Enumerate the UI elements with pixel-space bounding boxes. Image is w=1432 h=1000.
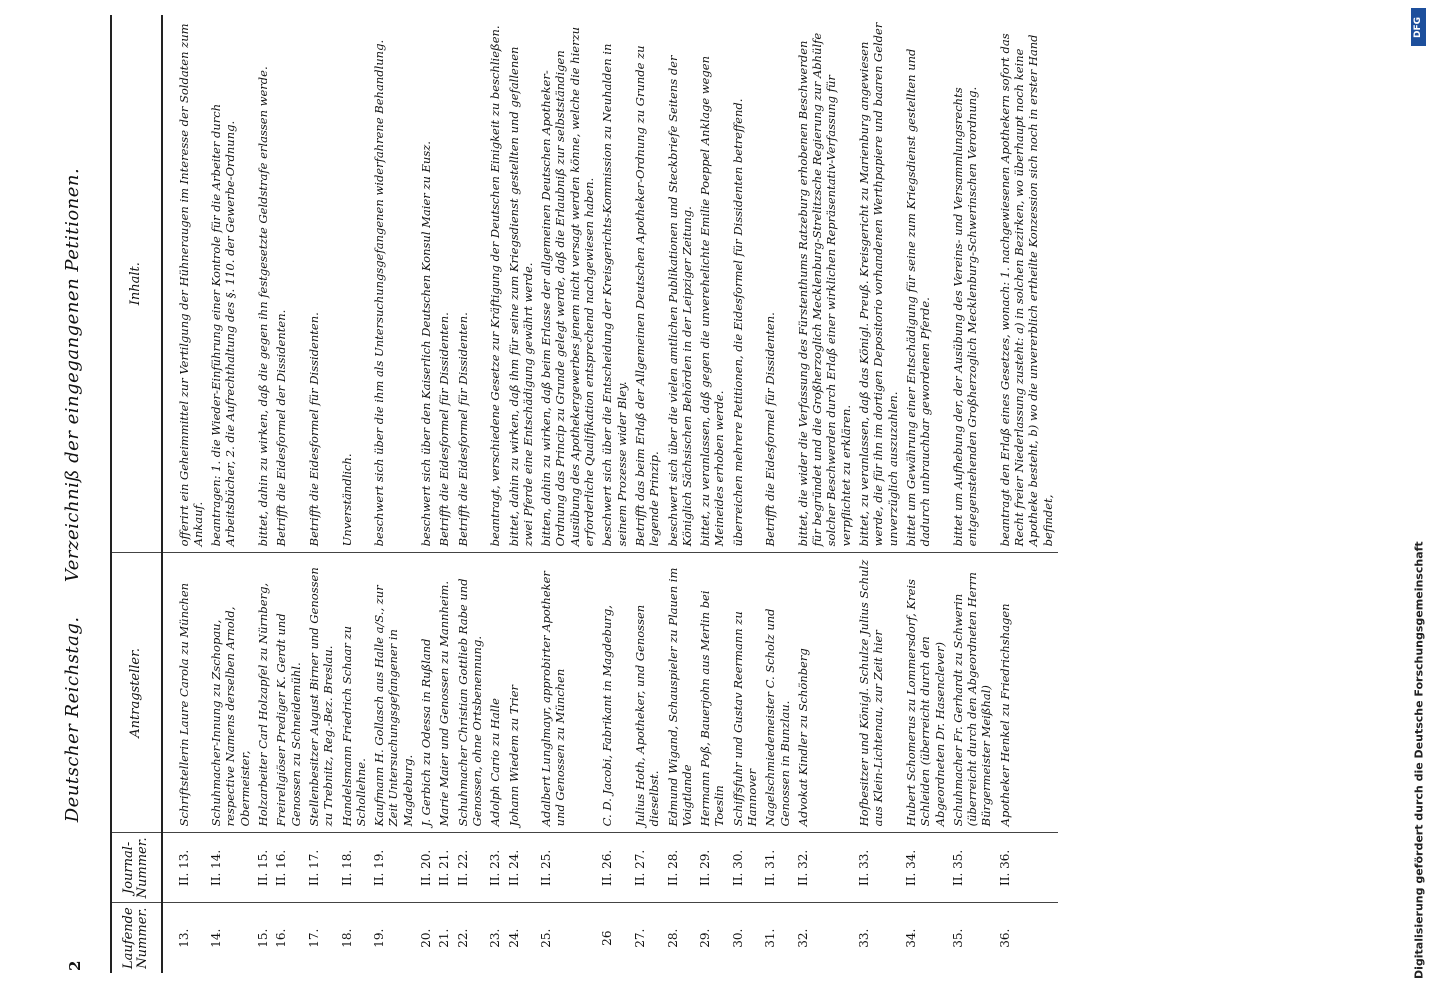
row-antragsteller: Hermann Poß, Bauerjohn aus Merlin bei Toeslin [697, 553, 730, 833]
petitions-table [110, 15, 1058, 973]
row-inhalt: bittet, zu veranlassen, daß das Königl. Preuß. Kreisgericht zu Marienburg angewiesen werde, die für ihn im dortigen Depositorio vorhandenen Werthpapiere und baaren Gelder unverzüglich auszuzahlen. [856, 15, 903, 553]
table-row [455, 15, 488, 973]
row-journal-nummer: II. 34. [903, 833, 950, 903]
row-journal-nummer: II. 32. [795, 833, 856, 903]
row-laufende-nummer: 29. [698, 928, 713, 948]
row-inhalt: bittet, dahin zu wirken, daß die gegen ihn festgesetzte Geldstrafe erlassen werde. [255, 15, 273, 553]
row-antragsteller: Schuhmacher Fr. Gerhardt zu Schwerin (überreicht durch den Abgeordneten Herrn Bürgermeister Meißhal) [950, 553, 997, 833]
dfg-credit [1410, 8, 1428, 992]
table-row [538, 15, 599, 973]
row-inhalt: Betrifft die Eidesformel für Dissidenten. [762, 15, 795, 553]
row-laufende-nummer: 16. [274, 928, 289, 948]
row-journal-nummer: II. 19. [371, 833, 418, 903]
row-journal-nummer: II. 33. [856, 833, 903, 903]
table-row [487, 15, 505, 973]
row-journal-nummer: II. 13. [162, 833, 209, 903]
row-antragsteller: Hofbesitzer und Königl. Schulze Julius Schulz aus Klein-Lichtenau, zur Zeit hier [856, 553, 903, 833]
table-row [665, 15, 698, 973]
row-journal-nummer: II. 15. [255, 833, 273, 903]
row-antragsteller: C. D. Jacobi, Fabrikant in Magdeburg, [599, 553, 632, 833]
row-journal-nummer: II. 22. [455, 833, 488, 903]
table-row [697, 15, 730, 973]
row-inhalt: offerirt ein Geheimmittel zur Vertilgung der Hühneraugen im Interesse der Soldaten zum Ankauf. [162, 15, 209, 553]
row-journal-nummer: II. 18. [339, 833, 372, 903]
row-laufende-nummer: 22. [455, 928, 470, 948]
row-inhalt: überreichen mehrere Petitionen, die Eidesformel für Dissidenten betreffend. [730, 15, 763, 553]
rotated-document-page [22, 15, 1414, 975]
row-antragsteller: Schuhmacher Christian Gottlieb Rabe und Genossen, ohne Ortsbenennung. [455, 553, 488, 833]
row-inhalt: bittet, zu veranlassen, daß gegen die unverehelichte Emilie Poeppel Anklage wegen Meineides erhoben werde. [697, 15, 730, 553]
table-row [856, 15, 903, 973]
row-laufende-nummer: 15. [256, 928, 271, 948]
row-laufende-nummer: 25. [539, 928, 554, 948]
table-row [599, 15, 632, 973]
row-inhalt: bittet um Aufhebung der, der Ausübung des Vereins- und Versammlungsrechts entgegenstehenden Großherzoglich Mecklenburg-Schwerinschen Verordnung. [950, 15, 997, 553]
title-right: Verzeichniß der eingegangenen Petitionen. [62, 167, 83, 583]
page-title [62, 15, 83, 975]
row-inhalt: beschwert sich über die Entscheidung der Kreisgerichts-Kommission zu Neuhalden in seinem Prozesse wider Bley. [599, 15, 632, 553]
title-left: Deutscher Reichstag. [62, 616, 83, 823]
row-journal-nummer: II. 24. [506, 833, 539, 903]
row-laufende-nummer: 23. [488, 928, 503, 948]
table-row [208, 15, 255, 973]
row-antragsteller: J. Gerbich zu Odessa in Rußland [418, 553, 436, 833]
row-antragsteller: Advokat Kindler zu Schönberg [795, 553, 856, 833]
table-row [795, 15, 856, 973]
row-antragsteller: Adolph Cario zu Halle [487, 553, 505, 833]
row-laufende-nummer: 21. [437, 928, 452, 948]
row-inhalt: beantragen: 1. die Wieder-Einführung einer Kontrole für die Arbeiter durch Arbeitsbücher, 2. die Aufrechthaltung des §. 110. der Gewerbe-Ordnung. [208, 15, 255, 553]
row-antragsteller: Julius Hoth, Apotheker, und Genossen dieselbst. [632, 553, 665, 833]
row-antragsteller: Edmund Wigand, Schauspieler zu Plauen im Voigtlande [665, 553, 698, 833]
row-laufende-nummer: 20. [419, 928, 434, 948]
page-number: 2 [66, 960, 84, 971]
row-antragsteller: Freireligiöser Prediger K. Gerdt und Genossen zu Schneidemühl. [273, 553, 306, 833]
row-journal-nummer: II. 26. [599, 833, 632, 903]
col-header-antragsteller: Antragsteller. [111, 553, 162, 833]
row-antragsteller: Schiffsfuhr und Gustav Reermann zu Hannover [730, 553, 763, 833]
row-antragsteller: Handelsmann Friedrich Schaar zu Schollehne. [339, 553, 372, 833]
row-inhalt: bittet um Gewährung einer Entschädigung für seine zum Kriegsdienst gestellten und dadurch unbrauchbar gewordenen Pferde. [903, 15, 950, 553]
row-journal-nummer: II. 27. [632, 833, 665, 903]
row-inhalt: Betrifft die Eidesformel für Dissidenten. [436, 15, 454, 553]
row-antragsteller: Apotheker Henkel zu Friedrichshagen [997, 553, 1058, 833]
row-inhalt: bitten, dahin zu wirken, daß beim Erlasse der allgemeinen Deutschen Apotheker-Ordnung das Princip zu Grunde gelegt werde, daß die Erlaubniß zur selbstständigen Ausübung des Apothekergewerbes jenem nicht versagt werden könne, welche die hierzu erforderliche Qualifikation entsprechend nachgewiesen haben. [538, 15, 599, 553]
row-inhalt: beschwert sich über die ihm als Untersuchungsgefangenen widerfahrene Behandlung. [371, 15, 418, 553]
row-journal-nummer: II. 36. [997, 833, 1058, 903]
dfg-credit-text: Digitalisierung gefördert durch die Deutsche Forschungsgemeinschaft [1412, 541, 1426, 979]
row-laufende-nummer: 27. [632, 928, 647, 948]
row-journal-nummer: II. 20. [418, 833, 436, 903]
table-row [903, 15, 950, 973]
table-row [162, 15, 209, 973]
table-row [371, 15, 418, 973]
row-inhalt: beantragt, verschiedene Gesetze zur Kräftigung der Deutschen Einigkeit zu beschließen. [487, 15, 505, 553]
row-laufende-nummer: 34. [903, 928, 918, 948]
row-journal-nummer: II. 25. [538, 833, 599, 903]
table-row [436, 15, 454, 973]
row-laufende-nummer: 13. [176, 928, 191, 948]
row-laufende-nummer: 26 [600, 930, 615, 946]
row-inhalt: beschwert sich über den Kaiserlich Deutschen Konsul Maier zu Eusz. [418, 15, 436, 553]
row-journal-nummer: II. 29. [697, 833, 730, 903]
row-journal-nummer: II. 31. [762, 833, 795, 903]
col-header-laufende-nummer: Laufende Nummer. [111, 903, 162, 973]
table-row [950, 15, 997, 973]
row-antragsteller: Hubert Schomerus zu Lommersdorf, Kreis Schleiden (überreicht durch den Abgeordneten Dr. Hasenclever) [903, 553, 950, 833]
table-row [418, 15, 436, 973]
row-journal-nummer: II. 35. [950, 833, 997, 903]
row-inhalt: Betrifft die Eidesformel für Dissidenten. [306, 15, 339, 553]
row-laufende-nummer: 33. [857, 928, 872, 948]
table-row [255, 15, 273, 973]
row-laufende-nummer: 31. [763, 928, 778, 948]
row-antragsteller: Schriftstellerin Laure Carola zu München [162, 553, 209, 833]
row-laufende-nummer: 14. [209, 928, 224, 948]
row-laufende-nummer: 32. [795, 928, 810, 948]
table-body [162, 15, 1058, 973]
row-laufende-nummer: 28. [665, 928, 680, 948]
row-antragsteller: Holzarbeiter Carl Holzapfel zu Nürnberg, [255, 553, 273, 833]
row-inhalt: Betrifft die Eidesformel für Dissidenten. [455, 15, 488, 553]
row-laufende-nummer: 24. [506, 928, 521, 948]
table-row [506, 15, 539, 973]
col-header-journal-nummer: Journal-Nummer. [111, 833, 162, 903]
row-journal-nummer: II. 17. [306, 833, 339, 903]
table-row [306, 15, 339, 973]
table-row [273, 15, 306, 973]
col-header-inhalt: Inhalt. [111, 15, 162, 553]
row-journal-nummer: II. 16. [273, 833, 306, 903]
row-inhalt: beantragt den Erlaß eines Gesetzes, wonach: 1. nachgewiesenen Apothekern sofort das Recht freier Niederlassung zusteht: a) in solchen Bezirken, wo überhaupt noch keine Apotheke besteht, b) wo die unvererblich ertheilte Konzession sich noch in erster Hand befindet, [997, 15, 1058, 553]
row-laufende-nummer: 17. [306, 928, 321, 948]
row-journal-nummer: II. 30. [730, 833, 763, 903]
row-journal-nummer: II. 21. [436, 833, 454, 903]
row-antragsteller: Johann Wiedem zu Trier [506, 553, 539, 833]
row-antragsteller: Adalbert Lunglmayr, approbirter Apotheker und Genossen zu München [538, 553, 599, 833]
table-row [997, 15, 1058, 973]
table-row [632, 15, 665, 973]
table-header-row [111, 15, 162, 973]
row-inhalt: Unverständlich. [339, 15, 372, 553]
row-journal-nummer: II. 14. [208, 833, 255, 903]
row-inhalt: Betrifft die Eidesformel der Dissidenten. [273, 15, 306, 553]
row-journal-nummer: II. 23. [487, 833, 505, 903]
row-laufende-nummer: 18. [339, 928, 354, 948]
row-inhalt: beschwert sich über die vielen amtlichen Publikationen und Steckbriefe Seitens der Königlich Sächsischen Behörden in der Leipziger Zeitung. [665, 15, 698, 553]
row-antragsteller: Stellenbesitzer August Birner und Genossen zu Trebnitz, Reg.-Bez. Breslau. [306, 553, 339, 833]
row-inhalt: Betrifft das beim Erlaß der Allgemeinen Deutschen Apotheker-Ordnung zu Grunde zu legende Prinzip. [632, 15, 665, 553]
table-row [730, 15, 763, 973]
table-row [339, 15, 372, 973]
row-antragsteller: Nagelschmiedemeister C. Scholz und Genossen in Bunzlau. [762, 553, 795, 833]
row-inhalt: bittet, dahin zu wirken, daß ihm für seine zum Kriegsdienst gestellten und gefallenen zwei Pferde eine Entschädigung gewährt werde. [506, 15, 539, 553]
row-inhalt: bittet, die wider die Verfassung des Fürstenthums Ratzeburg erhobenen Beschwerden für begründet und die Großherzoglich Mecklenburg-Strelitzsche Regierung zur Abhülfe solcher Beschwerden durch Erlaß einer wirklichen Repräsentativ-Verfassung für verpflichtet zu erklären. [795, 15, 856, 553]
row-antragsteller: Schuhmacher-Innung zu Zschopau, respective Namens derselben Arnold, Obermeister, [208, 553, 255, 833]
row-antragsteller: Kaufmann H. Gollasch aus Halle a/S., zur Zeit Untersuchungsgefangener in Magdeburg. [371, 553, 418, 833]
row-laufende-nummer: 30. [730, 928, 745, 948]
table-row [762, 15, 795, 973]
row-laufende-nummer: 36. [997, 928, 1012, 948]
dfg-logo: DFG [1411, 8, 1426, 46]
row-antragsteller: Marie Maier und Genossen zu Mannheim. [436, 553, 454, 833]
row-journal-nummer: II. 28. [665, 833, 698, 903]
row-laufende-nummer: 35. [950, 928, 965, 948]
row-laufende-nummer: 19. [372, 928, 387, 948]
